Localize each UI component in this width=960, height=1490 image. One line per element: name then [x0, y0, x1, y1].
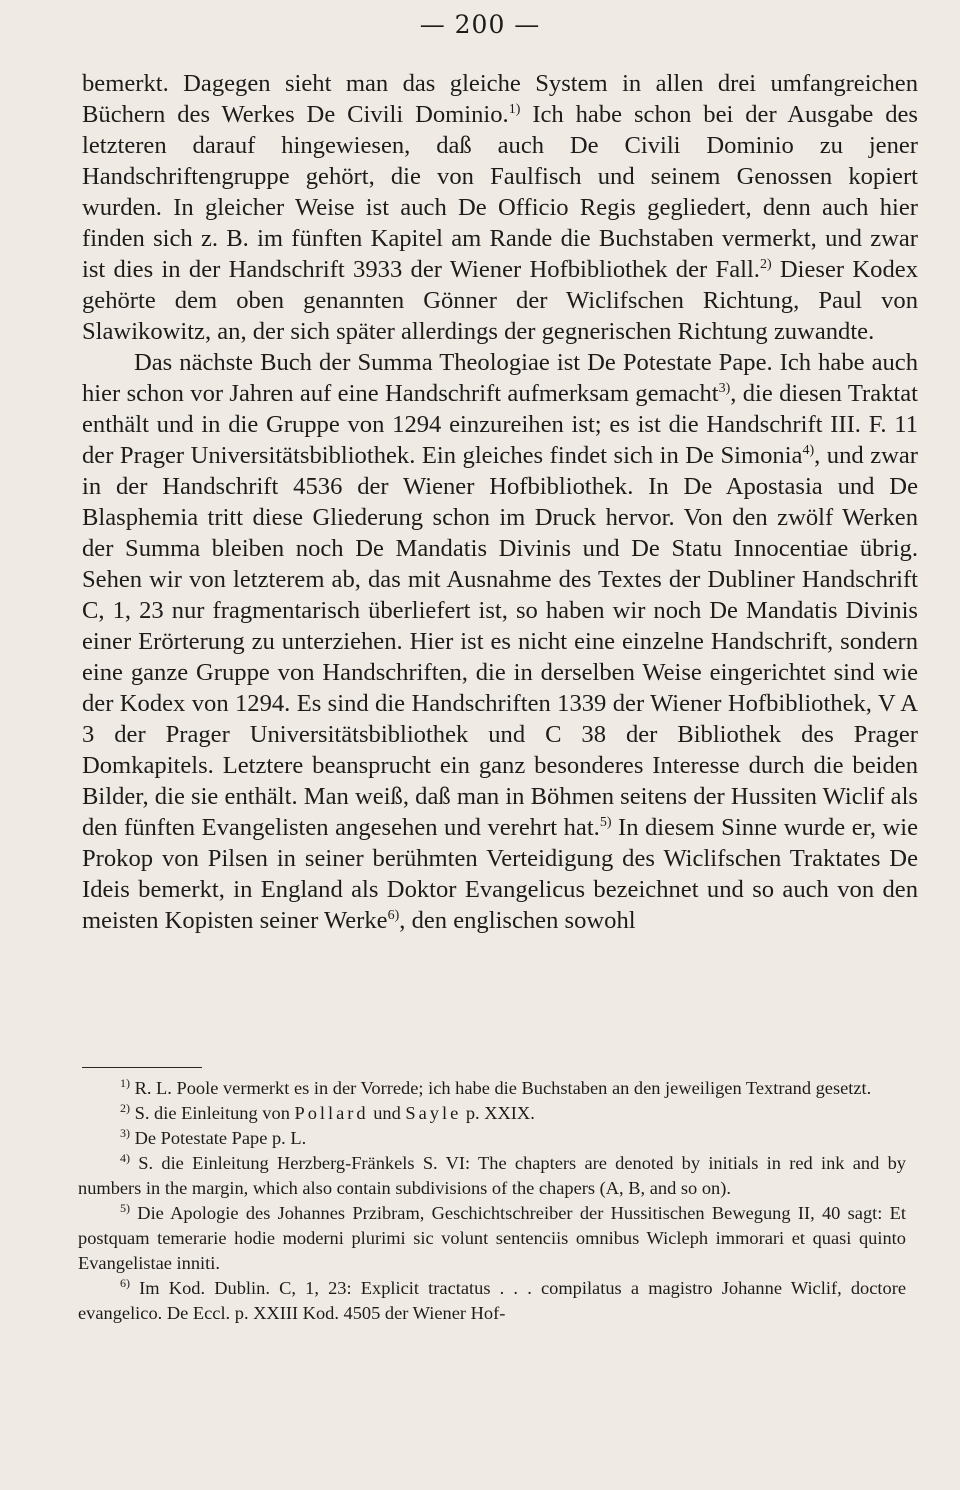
footnote-2-author-2: Sayle: [405, 1103, 462, 1123]
footnote-2: [78, 1101, 906, 1126]
paragraph-2-part-d: In diesem Sinne wurde er, wie Prokop von Pilsen in seiner berühmten Verteidigung des Wiclifschen Traktates De Ideis bemerkt, in England als Doktor Evangelicus bezeichnet und so auch von den meisten Kopisten seiner Werke: [82, 814, 918, 934]
footnote-5: [78, 1201, 906, 1276]
footnote-2-mark: 2): [120, 1100, 130, 1115]
footnote-ref-4: 4): [802, 442, 815, 458]
footnote-5-text: Die Apologie des Johannes Przibram, Geschichtschreiber der Hussitischen Bewegung II, 40 sagt: Et postquam temerarie hodie moderni plurimi sic volunt sentenciis omnibus Wicleph immorari et quasi quinto Evangelistae inniti.: [78, 1203, 906, 1273]
paragraph-2: [82, 347, 918, 936]
paragraph-1-part-a: bemerkt. Dagegen sieht man das gleiche System in allen drei umfangreichen Büchern des Werkes De Civili Dominio.: [82, 70, 918, 128]
paragraph-2-part-b: , die diesen Traktat enthält und in die Gruppe von 1294 einzureihen ist; es ist die Handschrift III. F. 11 der Prager Universitätsbibliothek. Ein gleiches findet sich in De Simonia: [82, 380, 918, 469]
footnote-ref-1: 1): [508, 101, 521, 117]
footnote-ref-2: 2): [759, 256, 772, 272]
footnote-3-text: De Potestate Pape p. L.: [130, 1128, 307, 1148]
footnote-2-text-c: p. XXIX.: [461, 1103, 535, 1123]
footnote-6-mark: 6): [120, 1275, 130, 1290]
footnote-4-text: S. die Einleitung Herzberg-Fränkels S. VI: The chapters are denoted by initials in red ink and by numbers in the margin, which also contain subdivisions of the chapers (A, B, and so on).: [78, 1153, 906, 1198]
paragraph-2-part-e: , den englischen sowohl: [399, 907, 636, 934]
main-text: [82, 68, 918, 936]
footnote-ref-6: 6): [387, 907, 400, 923]
footnote-4-mark: 4): [120, 1150, 130, 1165]
footnote-6-text: Im Kod. Dublin. C, 1, 23: Explicit tractatus . . . compilatus a magistro Johanne Wiclif, doctore evangelico. De Eccl. p. XXIII Kod. 4505 der Wiener Hof-: [78, 1278, 906, 1323]
footnote-2-text-b: und: [368, 1103, 406, 1123]
footnote-divider: [82, 1067, 202, 1068]
footnote-1-text: R. L. Poole vermerkt es in der Vorrede; ich habe die Buchstaben an den jeweiligen Textrand gesetzt.: [130, 1078, 872, 1098]
footnote-1: [78, 1076, 906, 1101]
paragraph-2-part-c: , und zwar in der Handschrift 4536 der Wiener Hofbibliothek. In De Apostasia und De Blasphemia tritt diese Gliederung schon im Druck hervor. Von den zwölf Werken der Summa bleiben noch De Mandatis Divinis und De Statu Innocentiae übrig. Sehen wir von letzterem ab, das mit Ausnahme des Textes der Dubliner Handschrift C, 1, 23 nur fragmentarisch überliefert ist, so haben wir noch De Mandatis Divinis einer Erörterung zu unterziehen. Hier ist es nicht eine einzelne Handschrift, sondern eine ganze Gruppe von Handschriften, die in derselben Weise eingerichtet sind wie der Kodex von 1294. Es sind die Handschriften 1339 der Wiener Hofbibliothek, V A 3 der Prager Universitätsbibliothek und C 38 der Bibliothek des Prager Domkapitels. Letztere beansprucht ein ganz besonderes Interesse durch die beiden Bilder, die sie enthält. Man weiß, daß man in Böhmen seitens der Hussiten Wiclif als den fünften Evangelisten angesehen und verehrt hat.: [82, 442, 918, 841]
footnote-3: [78, 1126, 906, 1151]
footnote-4: [78, 1151, 906, 1201]
footnote-2-text-a: S. die Einleitung von: [130, 1103, 295, 1123]
footnote-1-mark: 1): [120, 1075, 130, 1090]
footnote-ref-5: 5): [599, 814, 612, 830]
page-number: — 200 —: [419, 10, 541, 39]
paragraph-1: [82, 68, 918, 347]
footnote-2-author-1: Pollard: [294, 1103, 369, 1123]
paragraph-1-part-c: Dieser Kodex gehörte dem oben genannten Gönner der Wiclifschen Richtung, Paul von Slawikowitz, an, der sich später allerdings der gegnerischen Richtung zuwandte.: [82, 256, 918, 345]
footnote-ref-3: 3): [718, 380, 731, 396]
paragraph-1-part-b: Ich habe schon bei der Ausgabe des letzteren darauf hingewiesen, daß auch De Civili Dominio zu jener Handschriftengruppe gehört, die von Faulfisch und seinem Genossen kopiert wurden. In gleicher Weise ist auch De Officio Regis gegliedert, denn auch hier finden sich z. B. im fünften Kapitel am Rande die Buchstaben vermerkt, und zwar ist dies in der Handschrift 3933 der Wiener Hofbibliothek der Fall.: [82, 101, 918, 283]
footnotes: [78, 1076, 906, 1326]
footnote-6: [78, 1276, 906, 1326]
footnote-5-mark: 5): [120, 1200, 130, 1215]
footnote-3-mark: 3): [120, 1125, 130, 1140]
paragraph-2-part-a: Das nächste Buch der Summa Theologiae ist De Potestate Pape. Ich habe auch hier schon vor Jahren auf eine Handschrift aufmerksam gemacht: [82, 349, 918, 407]
